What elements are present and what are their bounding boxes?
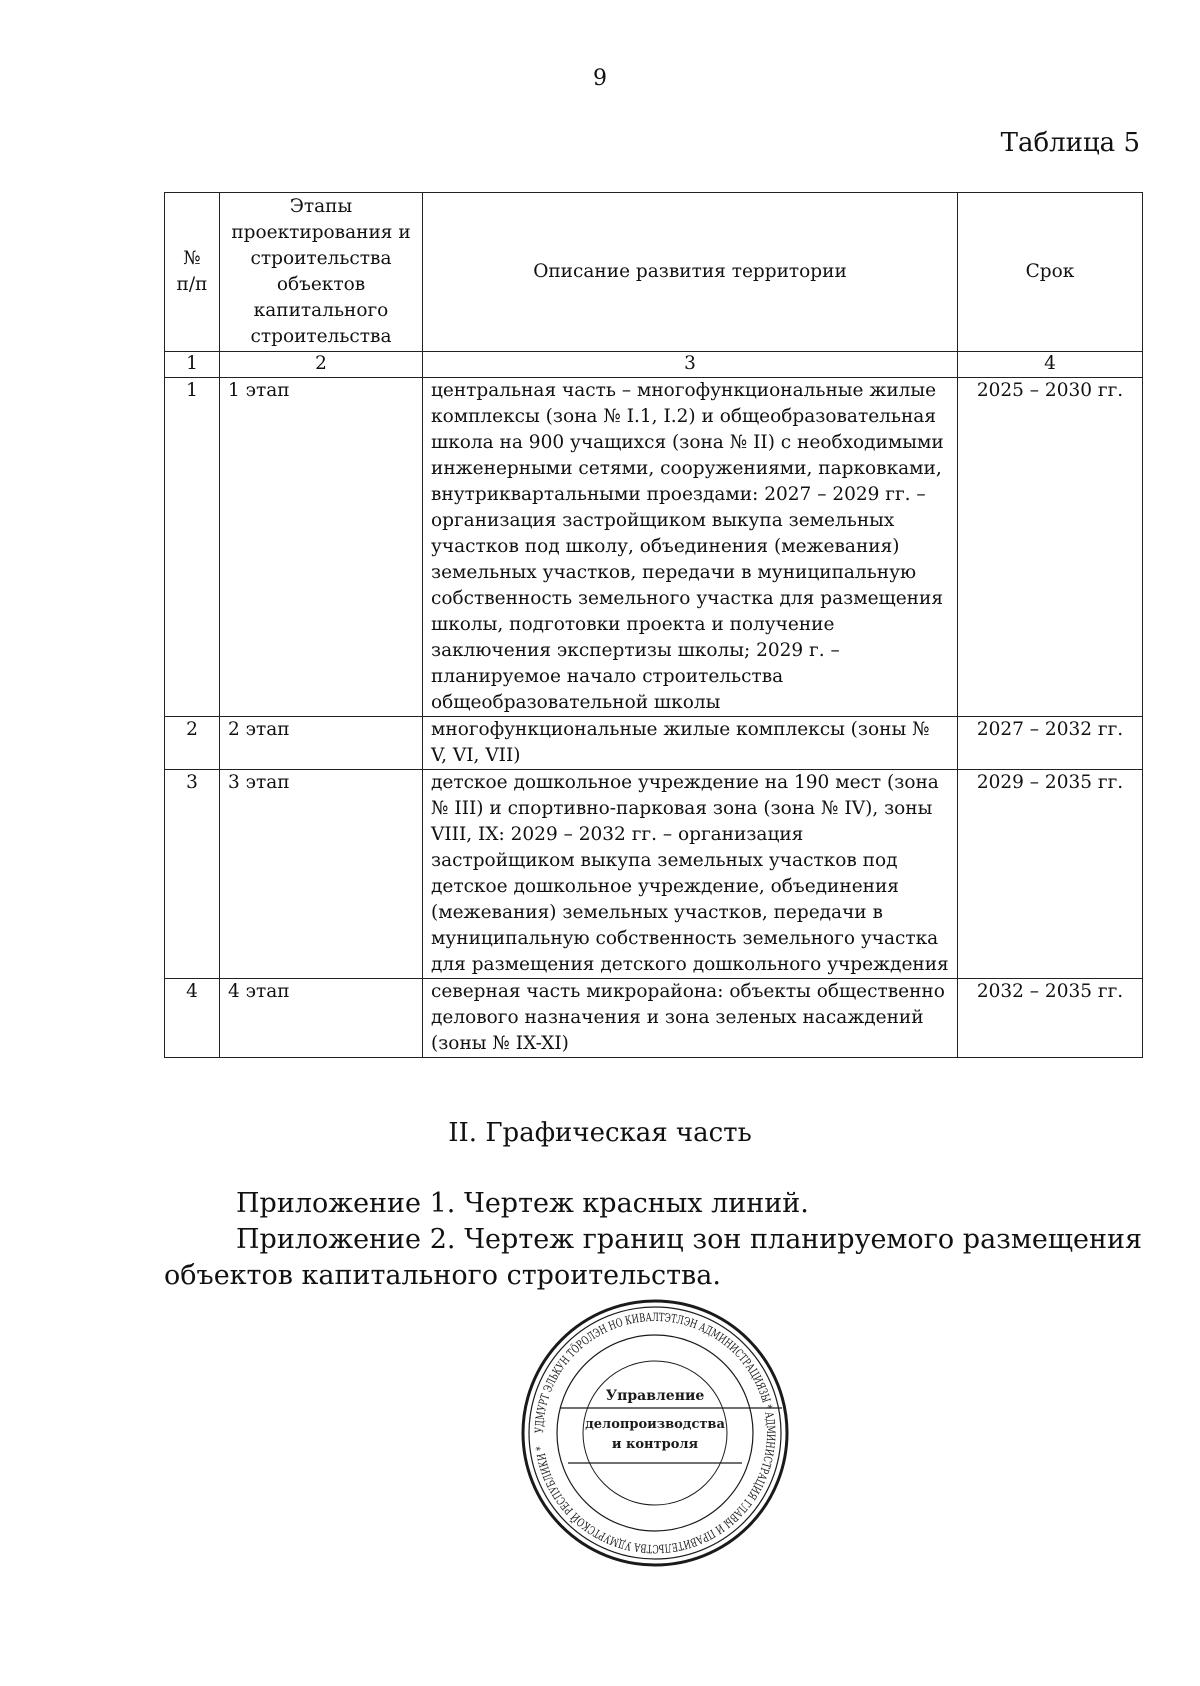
row-stage: 2 этап: [220, 717, 423, 770]
header-number: № п/п: [165, 193, 220, 352]
column-index: 3: [423, 352, 958, 378]
row-description: северная часть микрорайона: объекты общественно делового назначения и зона зеленых насаждений (зоны № IX-XI): [423, 979, 958, 1058]
row-description: детское дошкольное учреждение на 190 мест (зона № III) и спортивно-парковая зона (зона № IV), зоны VIII, IX: 2029 – 2032 гг. – организация застройщиком выкупа земельных участков под детское дошкольное учреждение, объединения (межевания) земельных участков, передачи в муниципальную собственность земельного участка для размещения детского дошкольного учреждения: [423, 770, 958, 979]
row-stage: 1 этап: [220, 378, 423, 717]
seal-center-line: делопроизводства: [585, 1417, 725, 1432]
row-term: 2025 – 2030 гг.: [958, 378, 1143, 717]
header-description: Описание развития территории: [423, 193, 958, 352]
table-row: [165, 770, 1143, 979]
seal-center-line: Управление: [605, 1388, 705, 1404]
table-header-row: [165, 193, 1143, 352]
table-row: [165, 378, 1143, 717]
seal-ring-text: УДМУРТ ЭЛЬКУН ТӦРОЛЭН НО КИВАЛТЭТЛЭН АДМИНИСТРАЦИЯЗЫ * АДМИНИСТРАЦИЯ ГЛАВЫ И ПРАВИТЕЛЬСТВА УДМУРТСКОЙ РЕСПУБЛИКИ *: [531, 1309, 779, 1557]
column-index: 2: [220, 352, 423, 378]
table-index-row: [165, 352, 1143, 378]
column-index: 1: [165, 352, 220, 378]
row-stage: 3 этап: [220, 770, 423, 979]
seal-center-line: и контроля: [611, 1437, 699, 1452]
row-description: центральная часть – многофункциональные жилые комплексы (зона № I.1, I.2) и общеобразовательная школа на 900 учащихся (зона № II) с необходимыми инженерными сетями, сооружениями, парковками, внутриквартальными проездами: 2027 – 2029 гг. – организация застройщиком выкупа земельных участков под школу, объединения (межевания) земельных участков, передачи в муниципальную собственность земельного участка для размещения школы, подготовки проекта и получение заключения экспертизы школы; 2029 г. – планируемое начало строительства общеобразовательной школы: [423, 378, 958, 717]
row-number: 2: [165, 717, 220, 770]
column-index: 4: [958, 352, 1143, 378]
row-term: 2029 – 2035 гг.: [958, 770, 1143, 979]
row-stage: 4 этап: [220, 979, 423, 1058]
annex-item: Приложение 2. Чертеж границ зон планируемого размещения объектов капитального строительства.: [164, 1224, 1142, 1291]
row-term: 2032 – 2035 гг.: [958, 979, 1143, 1058]
official-seal-stamp: [520, 1298, 790, 1568]
stages-table: [164, 192, 1143, 1058]
row-term: 2027 – 2032 гг.: [958, 717, 1143, 770]
page-number: 9: [593, 66, 607, 91]
row-number: 1: [165, 378, 220, 717]
table-row: [165, 717, 1143, 770]
header-stage: Этапы проектирования и строительства объектов капитального строительства: [220, 193, 423, 352]
row-description: многофункциональные жилые комплексы (зоны № V, VI, VII): [423, 717, 958, 770]
table-caption: Таблица 5: [1000, 128, 1140, 158]
row-number: 4: [165, 979, 220, 1058]
annex-item: Приложение 1. Чертеж красных линий.: [236, 1188, 809, 1219]
row-number: 3: [165, 770, 220, 979]
table-row: [165, 979, 1143, 1058]
section-title: II. Графическая часть: [448, 1118, 752, 1148]
header-term: Срок: [958, 193, 1143, 352]
